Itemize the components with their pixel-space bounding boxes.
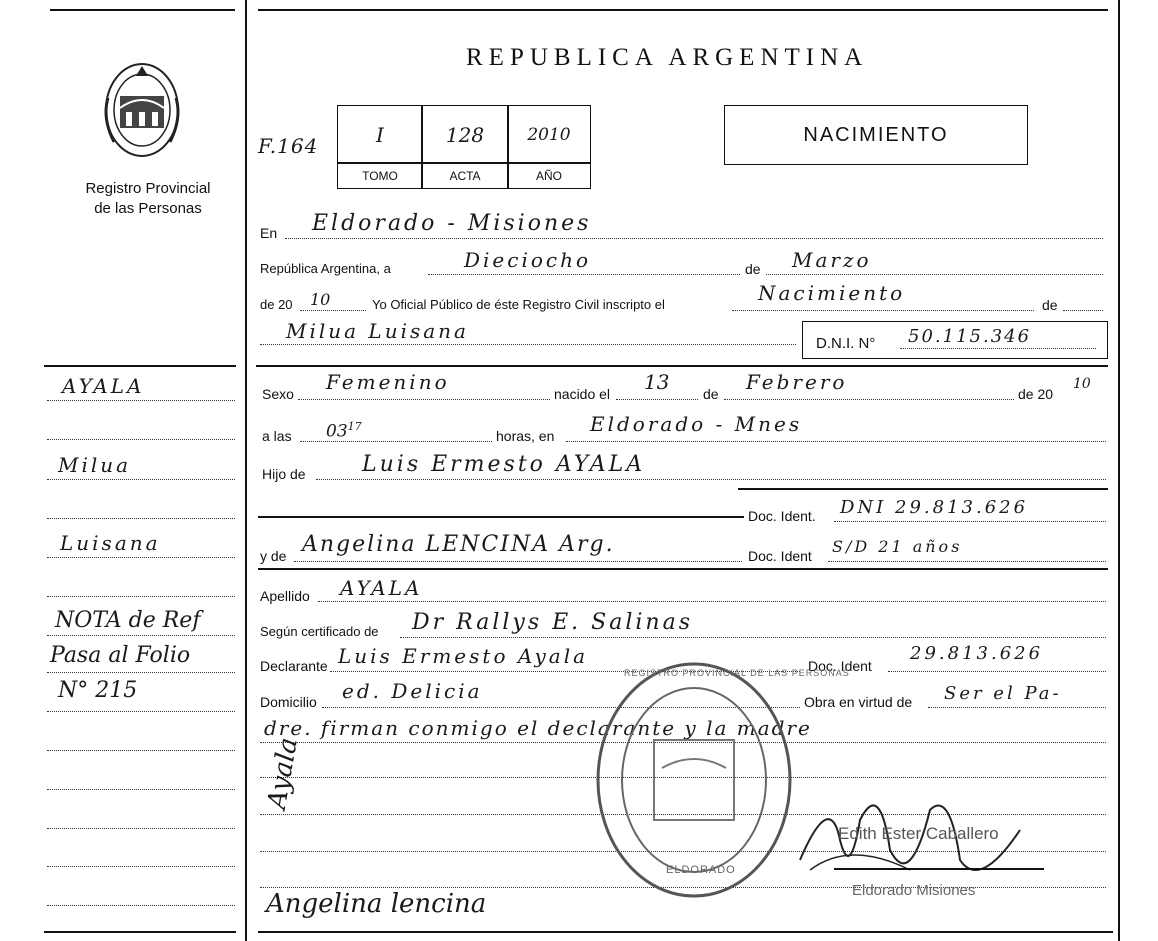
father-rule bbox=[738, 488, 1108, 490]
sexo-value: Femenino bbox=[326, 370, 450, 394]
officer-rule bbox=[834, 868, 1044, 870]
bottom-rule-right bbox=[258, 931, 1113, 933]
margin-line-9 bbox=[47, 711, 235, 712]
certificate-value: Dr Rallys E. Salinas bbox=[412, 610, 693, 635]
registry-name bbox=[56, 179, 240, 219]
margin-note-1: NOTA de Ref bbox=[55, 608, 201, 633]
father-name-value: Luis Ermesto AYALA bbox=[362, 452, 646, 477]
birth-year-suffix: 10 bbox=[1073, 376, 1091, 392]
margin-note-2: Pasa al Folio bbox=[50, 643, 191, 668]
officer-place: Eldorado Misiones bbox=[852, 882, 976, 899]
label-dni: D.N.I. N° bbox=[816, 335, 876, 352]
dots-mother-doc bbox=[828, 561, 1106, 562]
label-republica: República Argentina, a bbox=[260, 261, 391, 276]
anio-value: 2010 bbox=[507, 105, 591, 164]
label-de-20-birth: de 20 bbox=[1018, 386, 1054, 402]
seal-city: ELDORADO bbox=[666, 864, 736, 876]
label-doc-ident-father: Doc. Ident. bbox=[748, 508, 816, 524]
margin-line-11 bbox=[47, 789, 235, 790]
document-type-box: NACIMIENTO bbox=[724, 105, 1028, 165]
apellido-value: AYALA bbox=[340, 576, 423, 600]
reason-value-1: Ser el Pa- bbox=[944, 683, 1062, 704]
dots-birth-day bbox=[616, 399, 698, 400]
place-value: Eldorado - Misiones bbox=[312, 211, 592, 236]
year-suffix-value: 10 bbox=[310, 290, 331, 309]
label-apellido: Apellido bbox=[260, 588, 310, 604]
label-yo-oficial: Yo Oficial Público de éste Registro Civil inscripto el bbox=[372, 297, 665, 312]
left-section-rule bbox=[44, 365, 236, 367]
folio-number: F.164 bbox=[258, 134, 319, 158]
dni-value: 50.115.346 bbox=[908, 326, 1032, 347]
declarant-doc-value: 29.813.626 bbox=[910, 643, 1044, 664]
seal-text: REGISTRO PROVINCIAL DE LAS PERSONAS bbox=[624, 668, 850, 678]
acta-label: ACTA bbox=[421, 162, 509, 189]
margin-line-7 bbox=[47, 635, 235, 636]
margin-line-8 bbox=[47, 672, 235, 673]
mother-signature: Angelina lencina bbox=[266, 889, 487, 919]
mother-name-value: Angelina LENCINA Arg. bbox=[302, 532, 615, 557]
margin-line-13 bbox=[47, 866, 235, 867]
registry-line-2: de las Personas bbox=[94, 200, 202, 217]
month-value: Marzo bbox=[792, 248, 872, 272]
dots-inscribed bbox=[732, 310, 1034, 311]
label-declarante: Declarante bbox=[260, 658, 328, 674]
reason-value-2: dre. firman conmigo el declarante y la madre bbox=[264, 716, 812, 740]
margin-line-12 bbox=[47, 828, 235, 829]
right-border bbox=[1118, 0, 1120, 941]
margin-note-3: N° 215 bbox=[58, 678, 138, 703]
label-de-end: de bbox=[1042, 297, 1058, 313]
label-horas-en: horas, en bbox=[496, 428, 555, 444]
declarant-value: Luis Ermesto Ayala bbox=[338, 644, 589, 668]
main-divider bbox=[245, 0, 247, 941]
margin-given-1: Milua bbox=[58, 453, 132, 477]
dots-birth-place bbox=[566, 441, 1106, 442]
inscribed-value: Nacimiento bbox=[758, 281, 906, 305]
label-obra: Obra en virtud de bbox=[804, 694, 913, 710]
registry-line-1: Registro Provincial bbox=[85, 180, 211, 197]
main-section-rule bbox=[256, 365, 1108, 367]
dots-declarant-doc bbox=[888, 671, 1106, 672]
father-doc-value: DNI 29.813.626 bbox=[840, 497, 1029, 518]
birth-place-value: Eldorado - Mnes bbox=[590, 412, 803, 436]
margin-surname: AYALA bbox=[62, 374, 145, 398]
provincial-emblem-icon bbox=[96, 58, 188, 162]
margin-line-2 bbox=[47, 439, 235, 440]
anio-label: AÑO bbox=[507, 162, 591, 189]
address-value: ed. Delicia bbox=[342, 679, 483, 703]
mother-doc-value: S/D 21 años bbox=[832, 537, 963, 556]
hour-minutes: 17 bbox=[347, 420, 362, 433]
bottom-rule-left bbox=[44, 931, 236, 933]
dots-name bbox=[260, 344, 796, 345]
dots-dni bbox=[900, 348, 1096, 349]
label-doc-ident-mother: Doc. Ident bbox=[748, 548, 812, 564]
margin-line-6 bbox=[47, 596, 235, 597]
tomo-label: TOMO bbox=[337, 162, 423, 189]
page-title: REPUBLICA ARGENTINA bbox=[466, 44, 869, 71]
day-value: Dieciocho bbox=[464, 248, 592, 272]
left-signature: Ayala bbox=[262, 735, 305, 812]
dots-certificate bbox=[400, 637, 1106, 638]
label-de-month: de bbox=[745, 261, 761, 277]
margin-line-10 bbox=[47, 750, 235, 751]
child-name-value: Milua Luisana bbox=[286, 319, 469, 343]
margin-line-4 bbox=[47, 518, 235, 519]
label-sexo: Sexo bbox=[262, 386, 294, 402]
blank-rule bbox=[258, 516, 744, 518]
officer-name: Edith Ester Caballero bbox=[838, 824, 999, 843]
dots-en bbox=[285, 238, 1103, 239]
dots-reason bbox=[928, 707, 1106, 708]
hour-value bbox=[326, 420, 362, 442]
label-a-las: a las bbox=[262, 428, 292, 444]
label-domicilio: Domicilio bbox=[260, 694, 317, 710]
margin-line-3 bbox=[47, 479, 235, 480]
dots-sexo bbox=[298, 399, 550, 400]
dots-year bbox=[300, 310, 366, 311]
label-nacido-el: nacido el bbox=[554, 386, 611, 402]
label-doc-ident-declarant: Doc. Ident bbox=[808, 658, 872, 674]
top-rule bbox=[50, 9, 235, 11]
margin-given-2: Luisana bbox=[60, 531, 161, 555]
birth-day-value: 13 bbox=[644, 370, 670, 394]
dots-month bbox=[766, 274, 1103, 275]
dots-birth-month bbox=[724, 399, 1014, 400]
label-en: En bbox=[260, 225, 278, 241]
dots-father-doc bbox=[834, 521, 1106, 522]
label-y-de: y de bbox=[260, 548, 287, 564]
label-de-20: de 20 bbox=[260, 297, 293, 312]
birth-month-value: Febrero bbox=[746, 370, 848, 394]
label-hijo-de: Hijo de bbox=[262, 466, 306, 482]
margin-line-5 bbox=[47, 557, 235, 558]
mother-rule bbox=[258, 568, 1108, 570]
dots-father bbox=[316, 479, 1106, 480]
dots-de-end bbox=[1063, 310, 1103, 311]
dots-mother bbox=[294, 561, 742, 562]
dots-day bbox=[428, 274, 740, 275]
top-rule-right bbox=[258, 9, 1108, 11]
dots-apellido bbox=[318, 601, 1106, 602]
acta-value: 128 bbox=[421, 105, 509, 164]
label-segun: Según certificado de bbox=[260, 624, 379, 639]
margin-line-14 bbox=[47, 905, 235, 906]
hour-main: 03 bbox=[326, 421, 348, 442]
tomo-value: I bbox=[337, 105, 423, 164]
label-de-birth: de bbox=[703, 386, 719, 402]
margin-line-1 bbox=[47, 400, 235, 401]
